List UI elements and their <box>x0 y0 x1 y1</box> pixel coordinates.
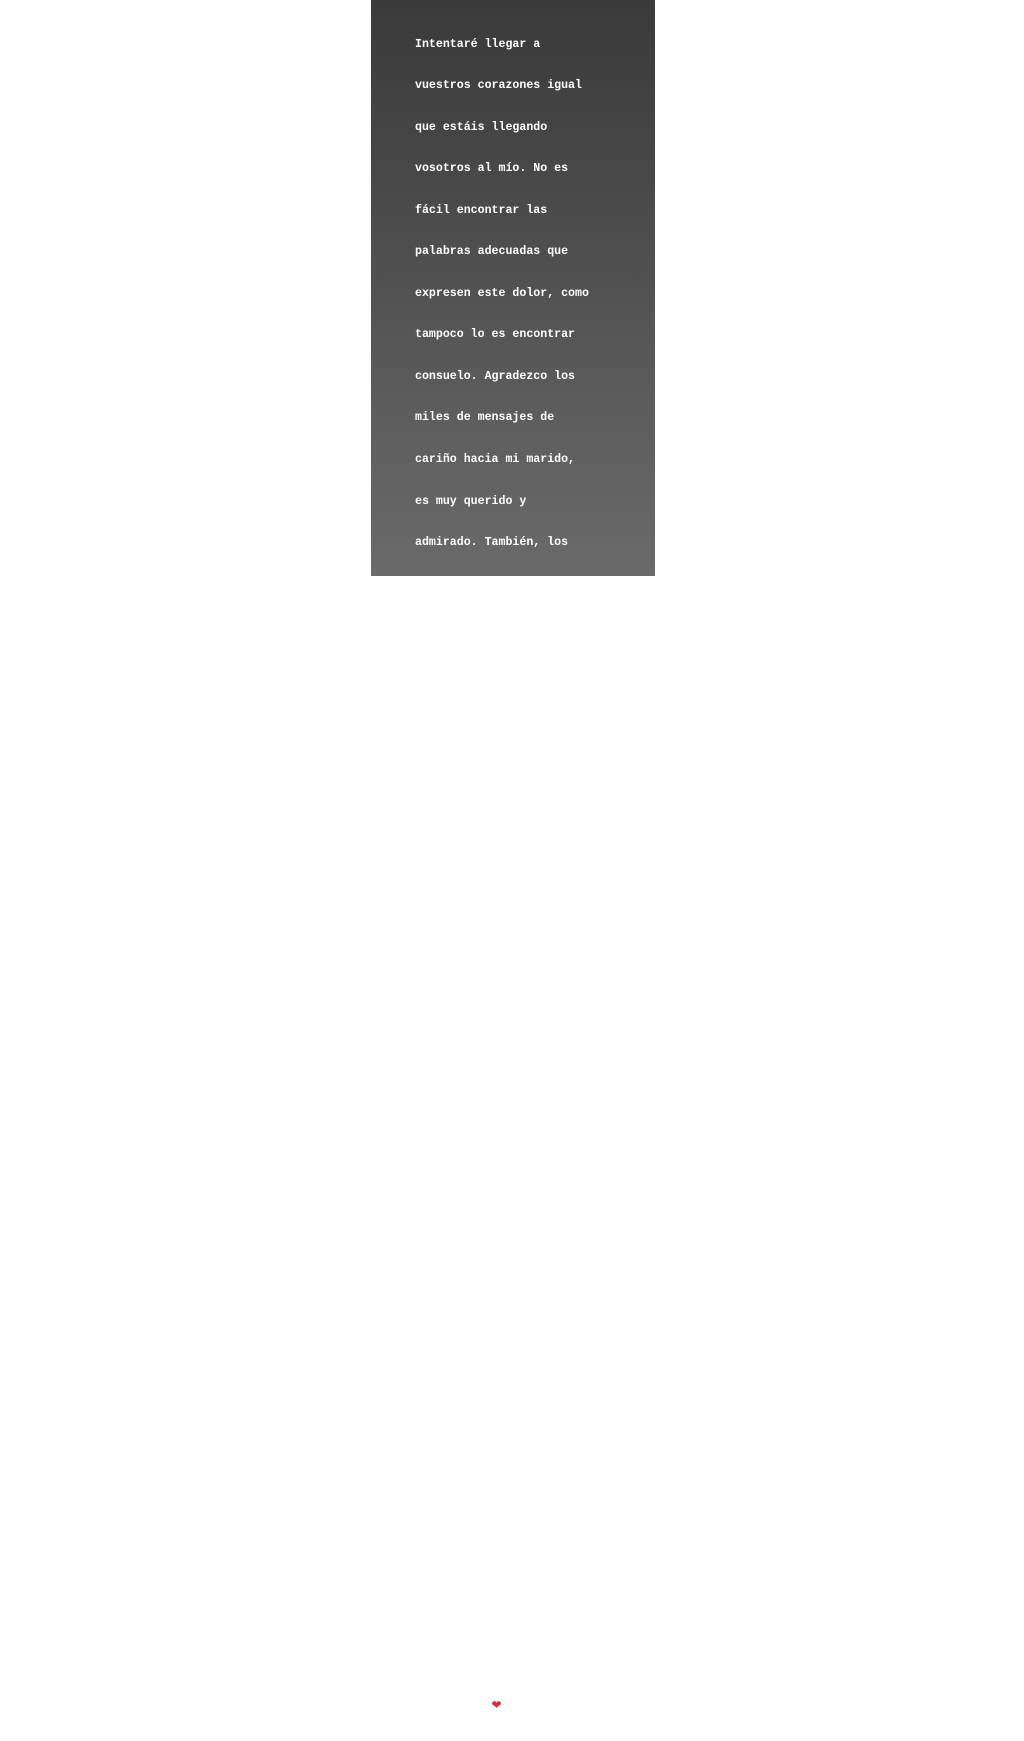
story-line: mensajes de compasión que <box>415 577 589 591</box>
story-line: para hacernos saber que <box>415 1034 576 1048</box>
story-line: le queréis y que no <box>415 1075 548 1089</box>
story-line: marido, padre de mis <box>415 1283 555 1297</box>
story-line: conocidos y desconocidos: <box>415 1657 589 1671</box>
story-line: admirado. También, los <box>415 536 569 550</box>
story-line: hijas y yo. En los <box>415 660 541 674</box>
story-line: hermanos... Es de admirar <box>415 951 589 965</box>
story-line: familiares, amigos, <box>415 1615 548 1629</box>
story-line: hecho de esta desgracia <box>415 1159 576 1173</box>
story-line: es muy querido y <box>415 494 527 508</box>
story-line: hijas. Algún día ellas <box>415 1325 569 1339</box>
story-line: por su carisma y <box>415 1532 527 1546</box>
story-line: estamos solas. Habéis <box>415 1117 562 1131</box>
story-line: verán esto y tomarán <box>415 1366 555 1380</box>
story-line: vosotros al mío. No es <box>415 162 569 176</box>
story-line: simpatía. A todos, <box>415 1574 541 1588</box>
story-line: que perdieron a sus <box>415 909 548 923</box>
story-last-text: GRACIAS de <box>415 1699 492 1713</box>
red-heart-icon: ❤ <box>491 1697 502 1712</box>
story-line: por su talento, también <box>415 1491 576 1505</box>
story-line: estamos recibiendo mis <box>415 619 569 633</box>
story-line: fácil encontrar las <box>415 203 548 217</box>
story-text <box>415 10 651 1741</box>
story-line: un recuerdo imborrable y <box>415 1200 582 1214</box>
story-line: expresen este dolor, como <box>415 286 589 300</box>
story-line: lleno de amor hacia mi <box>415 1242 569 1256</box>
story-line: situación, hijas pequeñas <box>415 826 589 840</box>
story-line: cariño hacia mi marido, <box>415 453 576 466</box>
story-line: que estáis llegando <box>415 120 548 134</box>
story-line: conciencia de lo grande <box>415 1408 576 1422</box>
story-line: palabras adecuadas que <box>415 245 569 259</box>
story-line: intento leerlos uno a <box>415 743 562 757</box>
story-line: momentos de reflexión <box>415 702 562 716</box>
story-line: uno. Hay esposas en mi <box>415 785 569 799</box>
story-line: vuestros corazones igual <box>415 79 582 93</box>
story-line: que era su padre, no solo <box>415 1449 589 1463</box>
story-line: miles de mensajes de <box>415 411 555 425</box>
story-line: Intentaré llegar a <box>415 37 541 51</box>
story-panel <box>371 0 655 1713</box>
story-line: consuelo. Agradezco los <box>415 369 576 383</box>
story-line-last <box>415 1699 651 1714</box>
story-line: esta masiva respuesta <box>415 992 562 1006</box>
story-line: sin su padre, hermanas <box>415 868 569 882</box>
story-line: tampoco lo es encontrar <box>415 328 576 342</box>
